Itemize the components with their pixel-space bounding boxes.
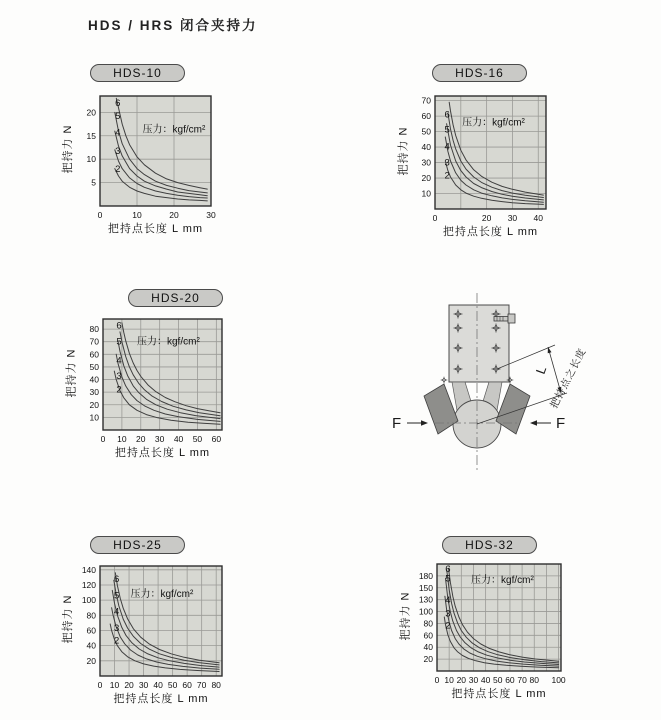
- svg-text:20: 20: [481, 213, 492, 223]
- svg-text:120: 120: [81, 579, 96, 590]
- svg-text:6: 6: [444, 109, 450, 121]
- svg-text:0: 0: [434, 675, 440, 685]
- svg-text:10: 10: [132, 210, 142, 220]
- svg-text:6: 6: [115, 98, 121, 110]
- svg-text:6: 6: [445, 563, 451, 575]
- svg-text:压力：kgf/cm²: 压力：kgf/cm²: [137, 336, 200, 348]
- plot-canvas: [411, 563, 565, 688]
- svg-text:30: 30: [507, 213, 518, 223]
- svg-text:50: 50: [167, 680, 178, 690]
- svg-text:压力：kgf/cm²: 压力：kgf/cm²: [130, 589, 194, 601]
- svg-text:40: 40: [173, 434, 184, 444]
- svg-text:130: 130: [418, 594, 433, 605]
- plot-canvas: [77, 318, 226, 447]
- svg-text:20: 20: [86, 107, 96, 118]
- svg-text:5: 5: [114, 590, 120, 602]
- svg-text:140: 140: [81, 564, 96, 575]
- svg-text:20: 20: [89, 399, 99, 410]
- svg-text:压力：kgf/cm²: 压力：kgf/cm²: [462, 117, 525, 129]
- svg-text:5: 5: [91, 177, 96, 188]
- svg-text:60: 60: [182, 680, 192, 690]
- svg-text:80: 80: [89, 324, 99, 335]
- svg-text:20: 20: [456, 675, 467, 685]
- svg-text:0: 0: [100, 434, 106, 444]
- svg-text:5: 5: [445, 573, 451, 585]
- svg-text:100: 100: [418, 606, 433, 617]
- svg-text:60: 60: [421, 111, 431, 122]
- svg-text:3: 3: [115, 146, 121, 158]
- force-arrowhead-left: [421, 420, 428, 425]
- svg-text:40: 40: [89, 374, 99, 385]
- svg-text:100: 100: [81, 595, 96, 606]
- svg-text:60: 60: [423, 630, 433, 641]
- svg-text:80: 80: [529, 675, 539, 685]
- svg-text:10: 10: [117, 434, 127, 444]
- svg-text:4: 4: [115, 127, 121, 139]
- svg-text:70: 70: [517, 675, 527, 685]
- svg-text:80: 80: [423, 618, 433, 629]
- svg-text:40: 40: [480, 675, 491, 685]
- svg-text:3: 3: [445, 608, 451, 620]
- svg-text:4: 4: [445, 595, 451, 607]
- svg-text:10: 10: [86, 154, 96, 165]
- force-arrowhead-right: [530, 420, 537, 425]
- svg-text:20: 20: [423, 654, 433, 665]
- force-label-right: F: [556, 415, 566, 432]
- svg-text:30: 30: [138, 680, 149, 690]
- svg-text:150: 150: [418, 582, 433, 593]
- force-label-left: F: [392, 415, 402, 432]
- page-title: HDS / HRS 闭合夹持力: [88, 18, 258, 33]
- svg-text:50: 50: [192, 434, 203, 444]
- model-badge: HDS-25: [90, 536, 185, 554]
- svg-text:2: 2: [114, 635, 120, 647]
- plot-canvas: [74, 565, 226, 693]
- svg-text:15: 15: [86, 130, 96, 141]
- x-axis-title: 把持点长度 L mm: [442, 226, 539, 238]
- svg-text:20: 20: [124, 680, 134, 690]
- svg-text:20: 20: [136, 434, 146, 444]
- svg-text:50: 50: [89, 361, 99, 372]
- svg-text:60: 60: [86, 625, 96, 636]
- svg-text:40: 40: [423, 642, 433, 653]
- svg-text:70: 70: [196, 680, 207, 690]
- plot-area: [77, 318, 226, 447]
- svg-text:30: 30: [89, 387, 99, 398]
- x-axis-title: 把持点长度 L mm: [114, 447, 211, 459]
- y-axis-title: 把持力 N: [397, 126, 410, 176]
- y-axis-title: 把持力 N: [62, 124, 74, 174]
- svg-text:10: 10: [444, 675, 454, 685]
- model-badge: HDS-16: [432, 64, 527, 82]
- svg-text:5: 5: [115, 111, 121, 123]
- svg-text:0: 0: [97, 210, 103, 220]
- svg-text:3: 3: [444, 157, 450, 169]
- svg-text:4: 4: [114, 606, 120, 618]
- plot-canvas: [74, 95, 215, 223]
- x-axis-title: 把持点长度 L mm: [113, 693, 209, 705]
- svg-text:30: 30: [206, 210, 216, 220]
- model-badge: HDS-20: [128, 289, 223, 307]
- svg-text:5: 5: [116, 336, 122, 348]
- svg-text:50: 50: [421, 126, 431, 137]
- svg-text:60: 60: [89, 349, 99, 360]
- svg-text:40: 40: [86, 640, 96, 651]
- svg-text:80: 80: [211, 680, 221, 690]
- svg-text:50: 50: [493, 675, 503, 685]
- svg-text:20: 20: [169, 210, 179, 220]
- svg-text:3: 3: [114, 622, 120, 634]
- svg-text:4: 4: [116, 355, 122, 367]
- svg-text:70: 70: [89, 336, 99, 347]
- svg-text:30: 30: [154, 434, 165, 444]
- svg-text:30: 30: [421, 157, 431, 168]
- plot-area: [74, 95, 215, 223]
- plot-area: [409, 95, 550, 226]
- svg-text:40: 40: [533, 213, 543, 223]
- svg-text:60: 60: [505, 675, 515, 685]
- svg-text:70: 70: [421, 95, 431, 106]
- model-badge: HDS-10: [90, 64, 185, 82]
- svg-text:40: 40: [421, 142, 431, 153]
- svg-text:60: 60: [211, 434, 222, 444]
- svg-text:2: 2: [444, 170, 450, 182]
- plot-area: [74, 565, 226, 693]
- svg-text:20: 20: [86, 655, 96, 666]
- svg-text:10: 10: [109, 680, 120, 690]
- gripper-diagram: [388, 283, 640, 483]
- svg-text:10: 10: [89, 412, 99, 423]
- svg-text:2: 2: [445, 620, 451, 632]
- svg-text:20: 20: [421, 173, 431, 184]
- plot-area: [411, 563, 565, 688]
- svg-text:6: 6: [114, 573, 120, 585]
- dimension-label: L: [532, 364, 550, 377]
- y-axis-title: 把持力 N: [399, 591, 412, 641]
- svg-text:2: 2: [116, 384, 122, 396]
- pivot-screw-icon: [441, 377, 448, 384]
- plot-canvas: [409, 95, 550, 226]
- svg-text:0: 0: [97, 680, 103, 690]
- svg-text:40: 40: [153, 680, 163, 690]
- svg-text:2: 2: [115, 164, 121, 176]
- svg-text:30: 30: [468, 675, 479, 685]
- dimension-text: 把持点之长度: [548, 346, 589, 411]
- svg-text:80: 80: [86, 610, 96, 621]
- svg-text:180: 180: [418, 570, 433, 581]
- svg-text:4: 4: [444, 141, 450, 153]
- svg-text:5: 5: [444, 124, 450, 136]
- svg-text:压力：kgf/cm²: 压力：kgf/cm²: [142, 124, 206, 136]
- svg-text:3: 3: [116, 370, 122, 382]
- svg-text:压力：kgf/cm²: 压力：kgf/cm²: [471, 575, 534, 587]
- svg-text:100: 100: [551, 675, 566, 685]
- model-badge: HDS-32: [442, 536, 537, 554]
- svg-text:6: 6: [116, 320, 122, 332]
- x-axis-title: 把持点长度 L mm: [451, 688, 547, 700]
- y-axis-title: 把持力 N: [65, 348, 78, 398]
- x-axis-title: 把持点长度 L mm: [107, 223, 204, 235]
- y-axis-title: 把持力 N: [62, 594, 74, 644]
- svg-text:0: 0: [432, 213, 438, 223]
- svg-text:10: 10: [421, 188, 431, 199]
